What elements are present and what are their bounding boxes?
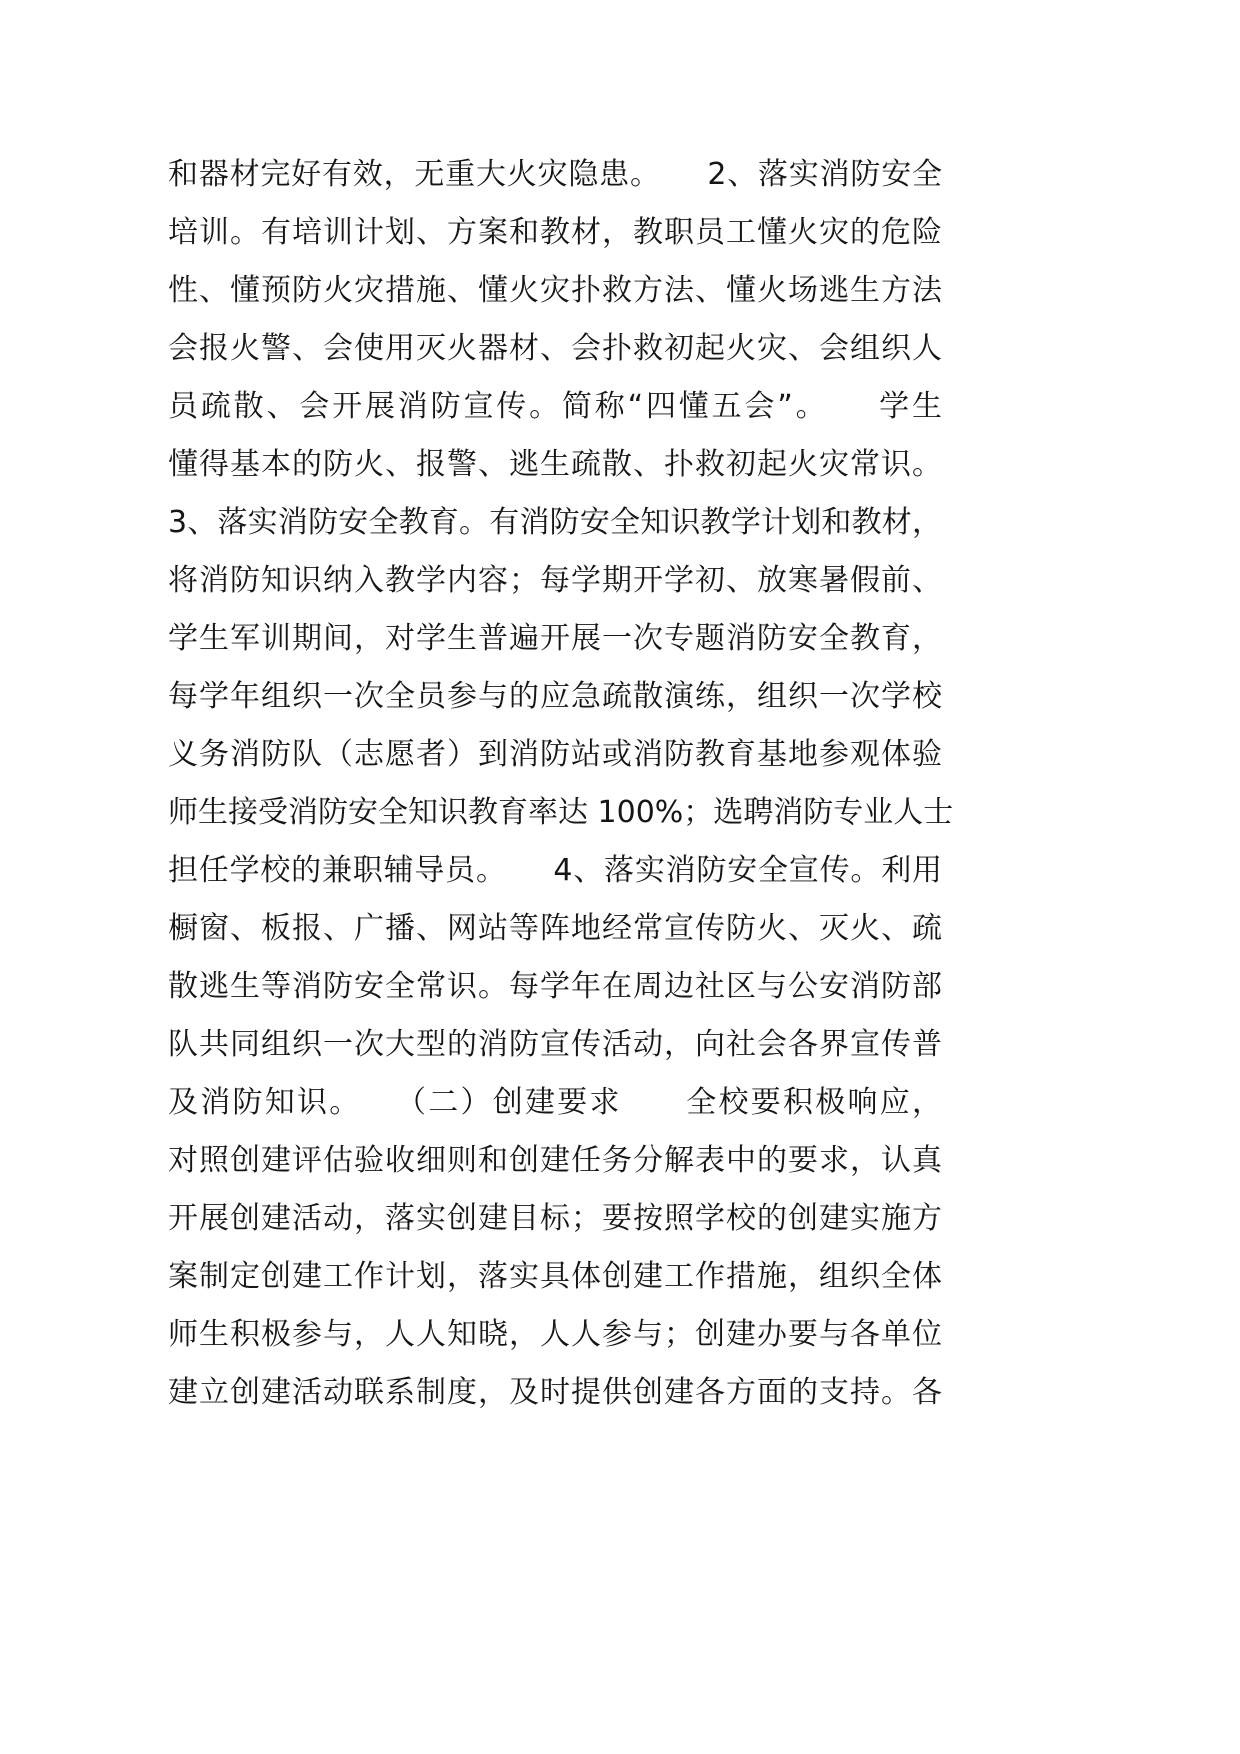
text-line: 义务消防队（志愿者）到消防站或消防教育基地参观体验 xyxy=(168,737,942,772)
text-line: 每学年组织一次全员参与的应急疏散演练，组织一次学校 xyxy=(168,679,942,714)
text-line: 橱窗、板报、广播、网站等阵地经常宣传防火、灭火、疏 xyxy=(168,911,942,946)
text-line: 学生军训期间，对学生普遍开展一次专题消防安全教育， xyxy=(168,621,942,656)
text-line: 及消防知识。 （二）创建要求 全校要积极响应， xyxy=(168,1085,942,1120)
text-line: 师生接受消防安全知识教育率达 100%；选聘消防专业人士 xyxy=(168,795,954,830)
text-line: 3、落实消防安全教育。有消防安全知识教学计划和教材， xyxy=(168,505,942,540)
document-body xyxy=(168,146,954,1422)
text-line: 培训。有培训计划、方案和教材，教职员工懂火灾的危险 xyxy=(168,215,942,250)
text-line: 懂得基本的防火、报警、逃生疏散、扑救初起火灾常识。 xyxy=(168,447,942,482)
text-line: 散逃生等消防安全常识。每学年在周边社区与公安消防部 xyxy=(168,969,942,1004)
text-line: 案制定创建工作计划，落实具体创建工作措施，组织全体 xyxy=(168,1259,942,1294)
text-line: 会报火警、会使用灭火器材、会扑救初起火灾、会组织人 xyxy=(168,331,942,366)
text-line: 建立创建活动联系制度，及时提供创建各方面的支持。各 xyxy=(168,1375,942,1410)
text-line: 和器材完好有效，无重大火灾隐患。 2、落实消防安全 xyxy=(168,157,942,192)
text-line: 将消防知识纳入教学内容；每学期开学初、放寒暑假前、 xyxy=(168,563,942,598)
text-line: 队共同组织一次大型的消防宣传活动，向社会各界宣传普 xyxy=(168,1027,942,1062)
text-line: 师生积极参与，人人知晓，人人参与；创建办要与各单位 xyxy=(168,1317,942,1352)
text-line: 开展创建活动，落实创建目标；要按照学校的创建实施方 xyxy=(168,1201,942,1236)
text-line: 员疏散、会开展消防宣传。简称“四懂五会”。 学生 xyxy=(168,389,942,424)
text-line: 担任学校的兼职辅导员。 4、落实消防安全宣传。利用 xyxy=(168,853,942,888)
text-line: 对照创建评估验收细则和创建任务分解表中的要求，认真 xyxy=(168,1143,942,1178)
text-line: 性、懂预防火灾措施、懂火灾扑救方法、懂火场逃生方法 xyxy=(168,273,942,308)
